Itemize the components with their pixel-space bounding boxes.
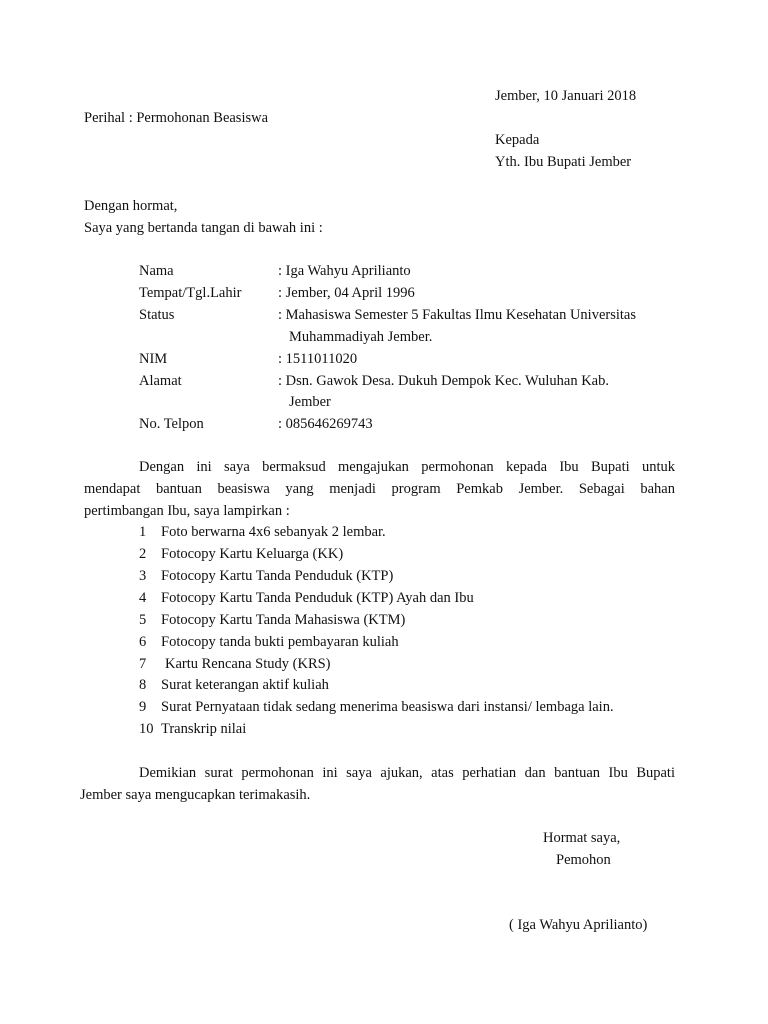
list-number: 8: [139, 677, 147, 693]
identity-label: No. Telpon: [139, 416, 204, 432]
closing-line: Demikian surat permohonan ini saya ajukan, atas perhatian dan bantuan Ibu Bupati: [139, 765, 675, 781]
list-text: Surat Pernyataan tidak sedang menerima beasiswa dari instansi/ lembaga lain.: [161, 699, 614, 715]
identity-value: : 1511011020: [278, 351, 358, 367]
identity-label: Tempat/Tgl.Lahir: [139, 285, 242, 301]
list-text: Fotocopy Kartu Tanda Penduduk (KTP) Ayah dan Ibu: [161, 590, 474, 606]
identity-label: Status: [139, 307, 175, 323]
list-number: 6: [139, 634, 147, 650]
identity-value: : Iga Wahyu Aprilianto: [278, 263, 411, 279]
intro-line: Saya yang bertanda tangan di bawah ini :: [84, 220, 323, 236]
letter-date: Jember, 10 Januari 2018: [495, 88, 637, 104]
list-text: Kartu Rencana Study (KRS): [165, 656, 331, 672]
identity-label: Alamat: [139, 373, 182, 389]
list-number: 10: [139, 721, 154, 737]
list-text: Fotocopy tanda bukti pembayaran kuliah: [161, 634, 399, 650]
greeting: Dengan hormat,: [84, 198, 178, 214]
identity-value-continuation: Muhammadiyah Jember.: [289, 329, 433, 345]
identity-label: Nama: [139, 263, 174, 279]
sign-role: Pemohon: [556, 852, 611, 868]
list-text: Surat keterangan aktif kuliah: [161, 677, 329, 693]
list-number: 2: [139, 546, 147, 562]
recipient-to: Kepada: [495, 132, 540, 148]
list-number: 1: [139, 524, 147, 540]
body-line: mendapat bantuan beasiswa yang menjadi program Pemkab Jember. Sebagai bahan: [84, 481, 675, 497]
list-number: 3: [139, 568, 147, 584]
body-paragraph: [84, 456, 675, 522]
list-number: 7: [139, 656, 147, 672]
list-text: Fotocopy Kartu Keluarga (KK): [161, 546, 344, 562]
body-line: Dengan ini saya bermaksud mengajukan permohonan kepada Ibu Bupati untuk: [139, 459, 675, 475]
identity-value: : 085646269743: [278, 416, 373, 432]
closing-paragraph: [80, 762, 675, 806]
body-line: pertimbangan Ibu, saya lampirkan :: [84, 503, 290, 519]
list-text: Fotocopy Kartu Tanda Mahasiswa (KTM): [161, 612, 406, 628]
list-text: Foto berwarna 4x6 sebanyak 2 lembar.: [161, 524, 386, 540]
list-number: 4: [139, 590, 147, 606]
identity-value: : Jember, 04 April 1996: [278, 285, 415, 301]
closing-line: Jember saya mengucapkan terimakasih.: [80, 787, 311, 803]
sign-name: ( Iga Wahyu Aprilianto): [509, 917, 648, 933]
list-text: Fotocopy Kartu Tanda Penduduk (KTP): [161, 568, 394, 584]
sign-regards: Hormat saya,: [543, 830, 621, 846]
list-text: Transkrip nilai: [161, 721, 247, 737]
identity-label: NIM: [139, 351, 168, 367]
list-number: 9: [139, 699, 147, 715]
identity-value: : Dsn. Gawok Desa. Dukuh Dempok Kec. Wuluhan Kab.: [278, 373, 609, 389]
recipient-name: Yth. Ibu Bupati Jember: [495, 154, 632, 170]
identity-value: : Mahasiswa Semester 5 Fakultas Ilmu Kesehatan Universitas: [278, 307, 636, 323]
letter-subject: Perihal : Permohonan Beasiswa: [84, 110, 269, 126]
list-number: 5: [139, 612, 147, 628]
identity-value-continuation: Jember: [289, 394, 331, 410]
